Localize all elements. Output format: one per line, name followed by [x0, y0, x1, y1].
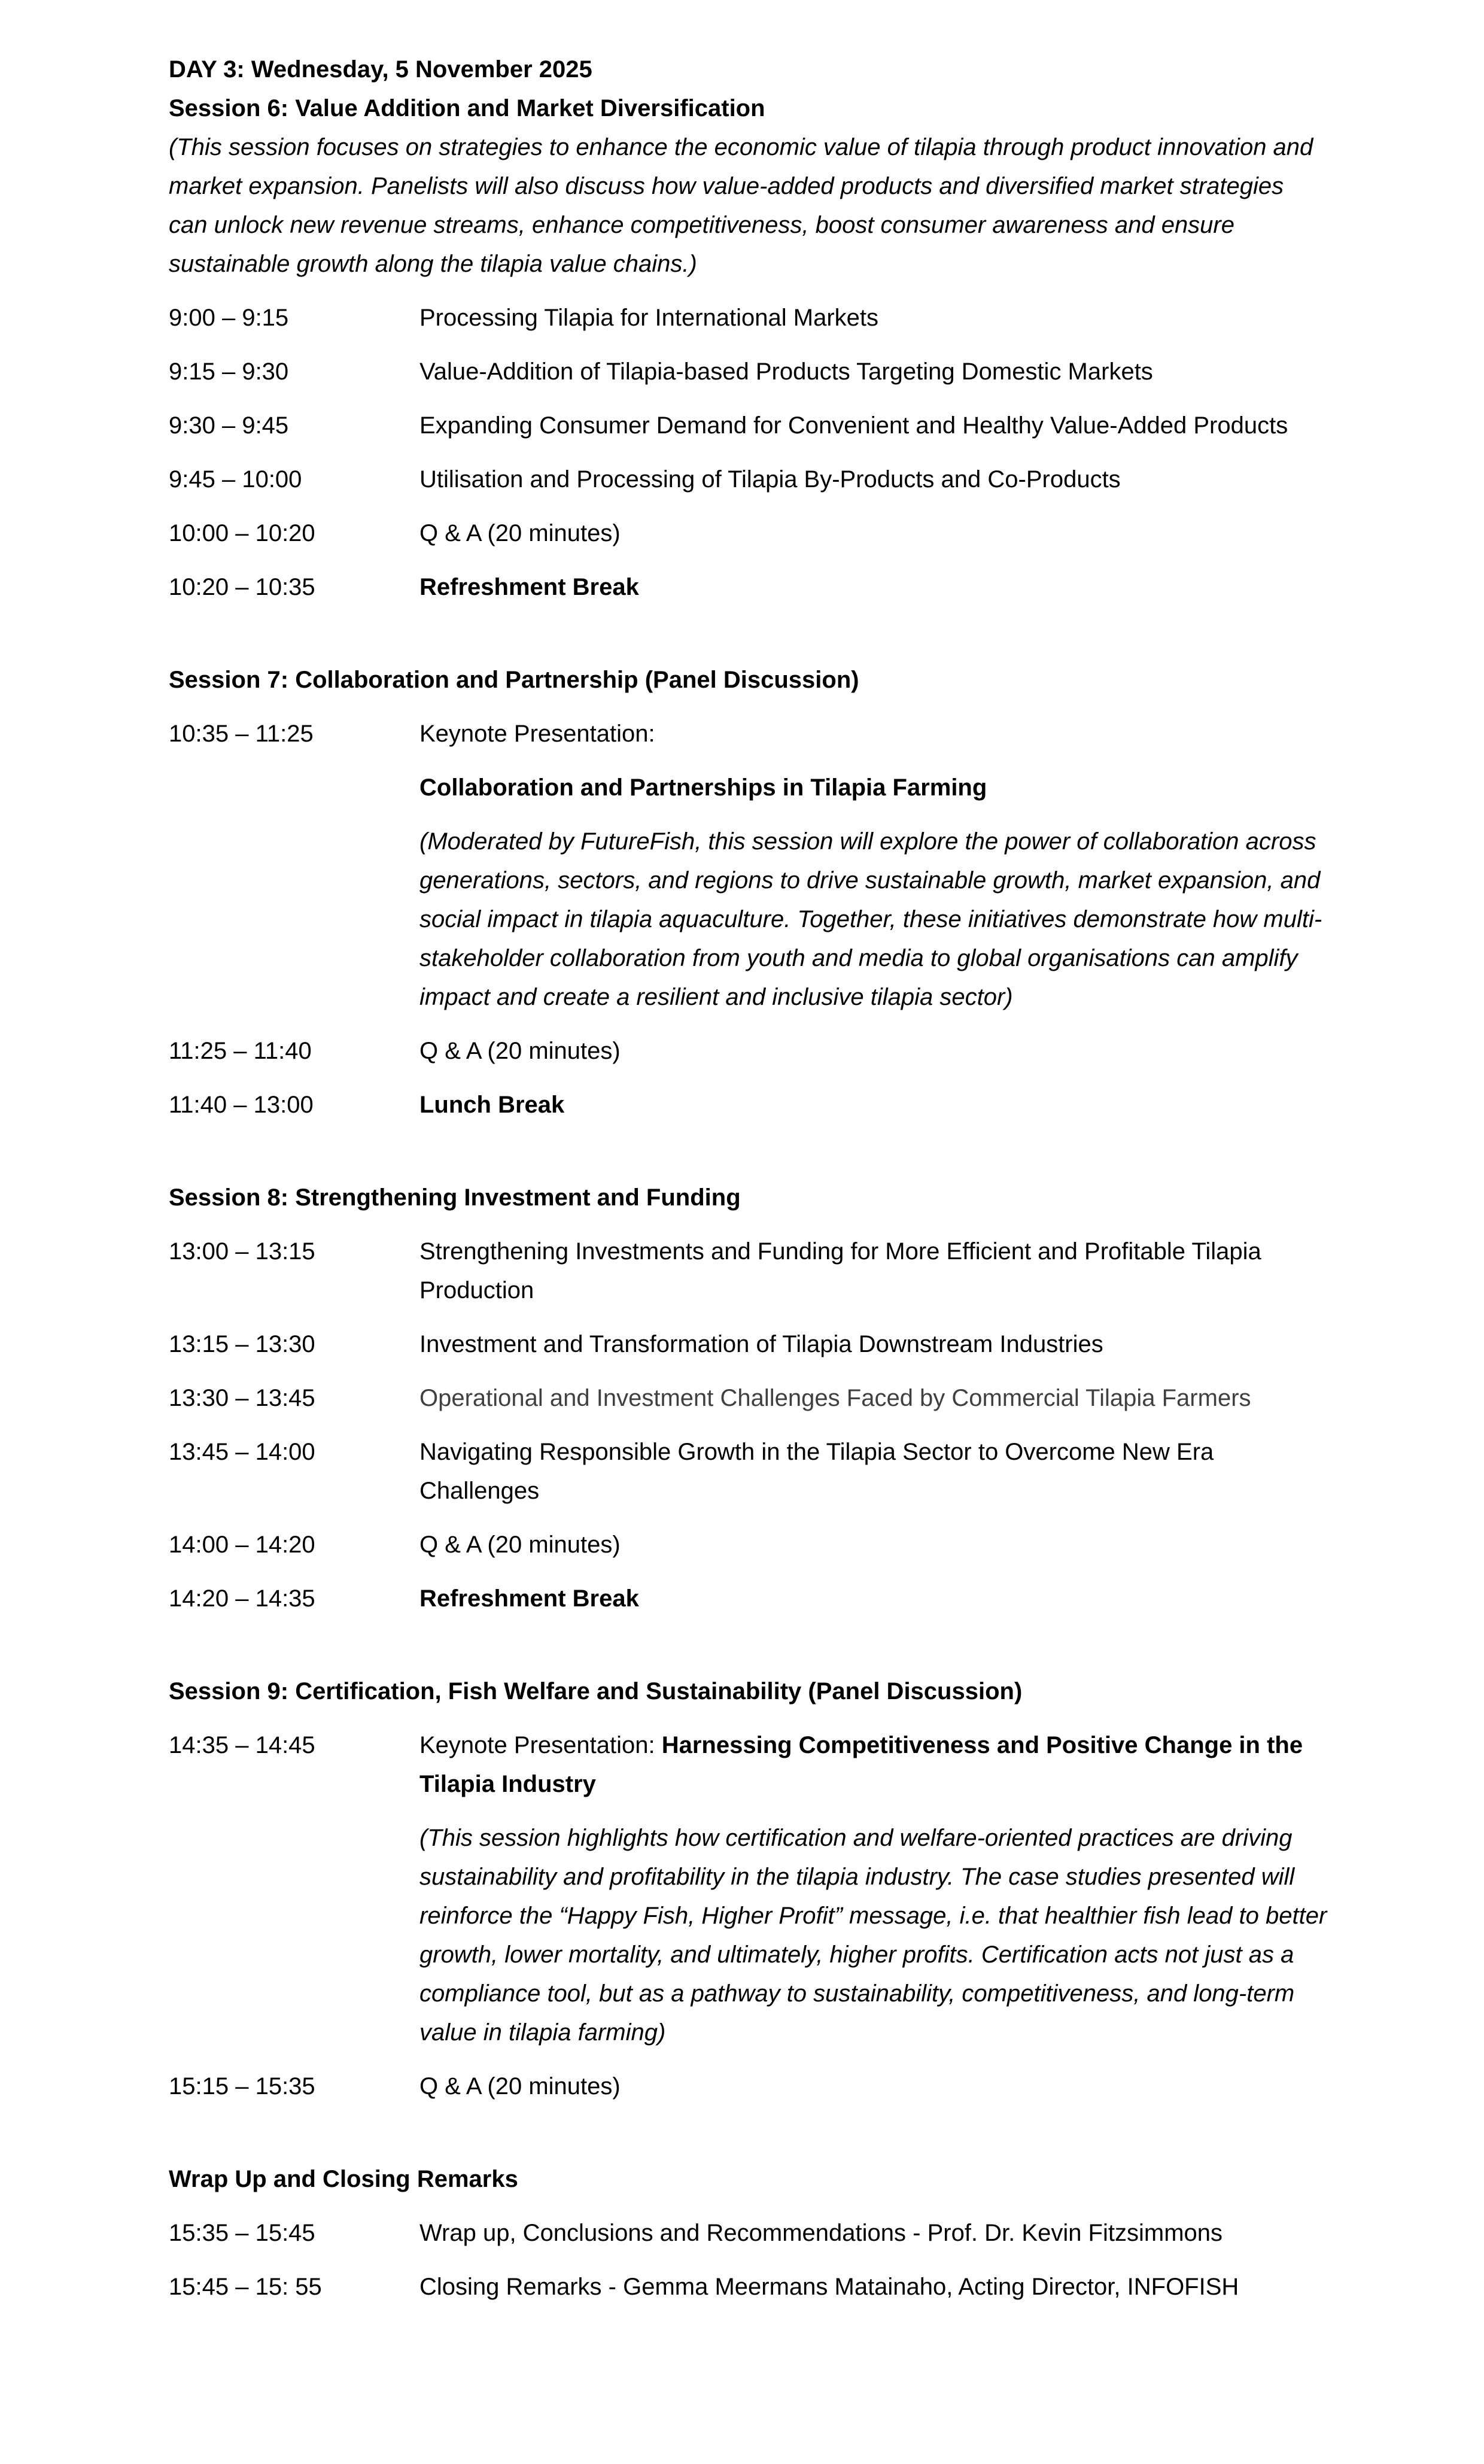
session-7-title: Session 7: Collaboration and Partnership (Panel Discussion)	[169, 667, 859, 693]
time-slot: 10:00 – 10:20	[169, 520, 315, 546]
agenda-item: Investment and Transformation of Tilapia Downstream Industries	[419, 1331, 1103, 1357]
schedule-row	[169, 353, 1327, 391]
time-slot: 14:20 – 14:35	[169, 1585, 315, 1612]
time-slot: 10:20 – 10:35	[169, 574, 315, 600]
time-slot: 9:00 – 9:15	[169, 305, 289, 331]
agenda-item: Operational and Investment Challenges Faced by Commercial Tilapia Farmers	[419, 1385, 1251, 1411]
keynote-label: Keynote Presentation:	[419, 721, 655, 747]
agenda-item: Strengthening Investments and Funding for More Efficient and Profitable Tilapia Production	[419, 1238, 1261, 1304]
schedule-row	[169, 406, 1327, 445]
schedule-row	[169, 1379, 1327, 1418]
schedule-row	[169, 1086, 1327, 1125]
schedule-row	[169, 1526, 1327, 1564]
wrapup-title: Wrap Up and Closing Remarks	[169, 2166, 518, 2192]
schedule-row	[169, 1032, 1327, 1071]
time-slot: 13:45 – 14:00	[169, 1439, 315, 1465]
session-description: (Moderated by FutureFish, this session will explore the power of collaboration across generations, sectors, and regions to drive sustainable growth, market expansion, and social impact in tilapia aquaculture. Together, these initiatives demonstrate how multi-stakeholder collaboration from youth and media to global organisations can amplify impact and create a resilient and inclusive tilapia sector)	[419, 828, 1322, 1010]
agenda-page	[169, 50, 1327, 2307]
schedule-row	[169, 460, 1327, 499]
agenda-item: Closing Remarks - Gemma Meermans Matainaho, Acting Director, INFOFISH	[419, 2274, 1239, 2300]
keynote-title: Collaboration and Partnerships in Tilapia Farming	[419, 774, 987, 801]
time-slot: 11:25 – 11:40	[169, 1038, 312, 1064]
agenda-item: Processing Tilapia for International Markets	[419, 305, 879, 331]
time-slot: 10:35 – 11:25	[169, 721, 314, 747]
schedule-row	[169, 568, 1327, 607]
agenda-item: Navigating Responsible Growth in the Tilapia Sector to Overcome New Era Challenges	[419, 1439, 1214, 1504]
agenda-item: Q & A (20 minutes)	[419, 520, 621, 546]
schedule-row	[169, 299, 1327, 338]
time-slot: 13:15 – 13:30	[169, 1331, 315, 1357]
session-8-title: Session 8: Strengthening Investment and Funding	[169, 1184, 741, 1211]
agenda-item: Utilisation and Processing of Tilapia By-Products and Co-Products	[419, 466, 1121, 493]
session-9-title: Session 9: Certification, Fish Welfare and Sustainability (Panel Discussion)	[169, 1678, 1023, 1705]
session-6-title: Session 6: Value Addition and Market Diversification	[169, 95, 765, 121]
agenda-item: Q & A (20 minutes)	[419, 1038, 621, 1064]
time-slot: 15:15 – 15:35	[169, 2073, 315, 2100]
schedule-row	[169, 2067, 1327, 2106]
agenda-item: Value-Addition of Tilapia-based Products Targeting Domestic Markets	[419, 358, 1153, 385]
time-slot: 9:45 – 10:00	[169, 466, 302, 493]
session-6-intro: (This session focuses on strategies to enhance the economic value of tilapia through product innovation and market expansion. Panelists will also discuss how value-added products and diversified market strategies can unlock new revenue streams, enhance competitiveness, boost consumer awareness and ensure sustainable growth along the tilapia value chains.)	[169, 134, 1313, 277]
schedule-row	[169, 1433, 1327, 1511]
keynote-label: Keynote Presentation:	[419, 1732, 662, 1758]
session-description: (This session highlights how certification and welfare-oriented practices are driving sustainability and profitability in the tilapia industry. The case studies presented will reinforce the “Happy Fish, Higher Profit” message, i.e. that healthier fish lead to better growth, lower mortality, and ultimately, higher profits. Certification acts not just as a compliance tool, but as a pathway to sustainability, competitiveness, and long-term value in tilapia farming)	[419, 1825, 1327, 2046]
schedule-row	[169, 1579, 1327, 1618]
schedule-row	[169, 715, 1327, 754]
time-slot: 14:35 – 14:45	[169, 1732, 315, 1758]
break-item: Refreshment Break	[419, 1585, 639, 1612]
agenda-item: Q & A (20 minutes)	[419, 2073, 621, 2100]
day-title: DAY 3: Wednesday, 5 November 2025	[169, 56, 592, 83]
schedule-row	[169, 2214, 1327, 2253]
schedule-row	[169, 1726, 1327, 1804]
time-slot: 15:35 – 15:45	[169, 2220, 315, 2246]
schedule-row	[169, 514, 1327, 553]
schedule-row	[169, 1232, 1327, 1310]
agenda-item: Expanding Consumer Demand for Convenient and Healthy Value-Added Products	[419, 412, 1288, 439]
break-item: Lunch Break	[419, 1092, 565, 1118]
time-slot: 14:00 – 14:20	[169, 1532, 315, 1558]
time-slot: 9:15 – 9:30	[169, 358, 289, 385]
keynote-entry	[419, 1726, 1327, 1804]
time-slot: 15:45 – 15: 55	[169, 2274, 322, 2300]
time-slot: 13:30 – 13:45	[169, 1385, 315, 1411]
break-item: Refreshment Break	[419, 574, 639, 600]
agenda-item: Q & A (20 minutes)	[419, 1532, 621, 1558]
time-slot: 11:40 – 13:00	[169, 1092, 314, 1118]
schedule-row	[169, 1325, 1327, 1364]
time-slot: 9:30 – 9:45	[169, 412, 289, 439]
time-slot: 13:00 – 13:15	[169, 1238, 315, 1265]
agenda-item: Wrap up, Conclusions and Recommendations - Prof. Dr. Kevin Fitzsimmons	[419, 2220, 1223, 2246]
schedule-row	[169, 2268, 1327, 2307]
keynote-title: Harnessing Competitiveness and Positive Change in the Tilapia Industry	[419, 1732, 1303, 1797]
